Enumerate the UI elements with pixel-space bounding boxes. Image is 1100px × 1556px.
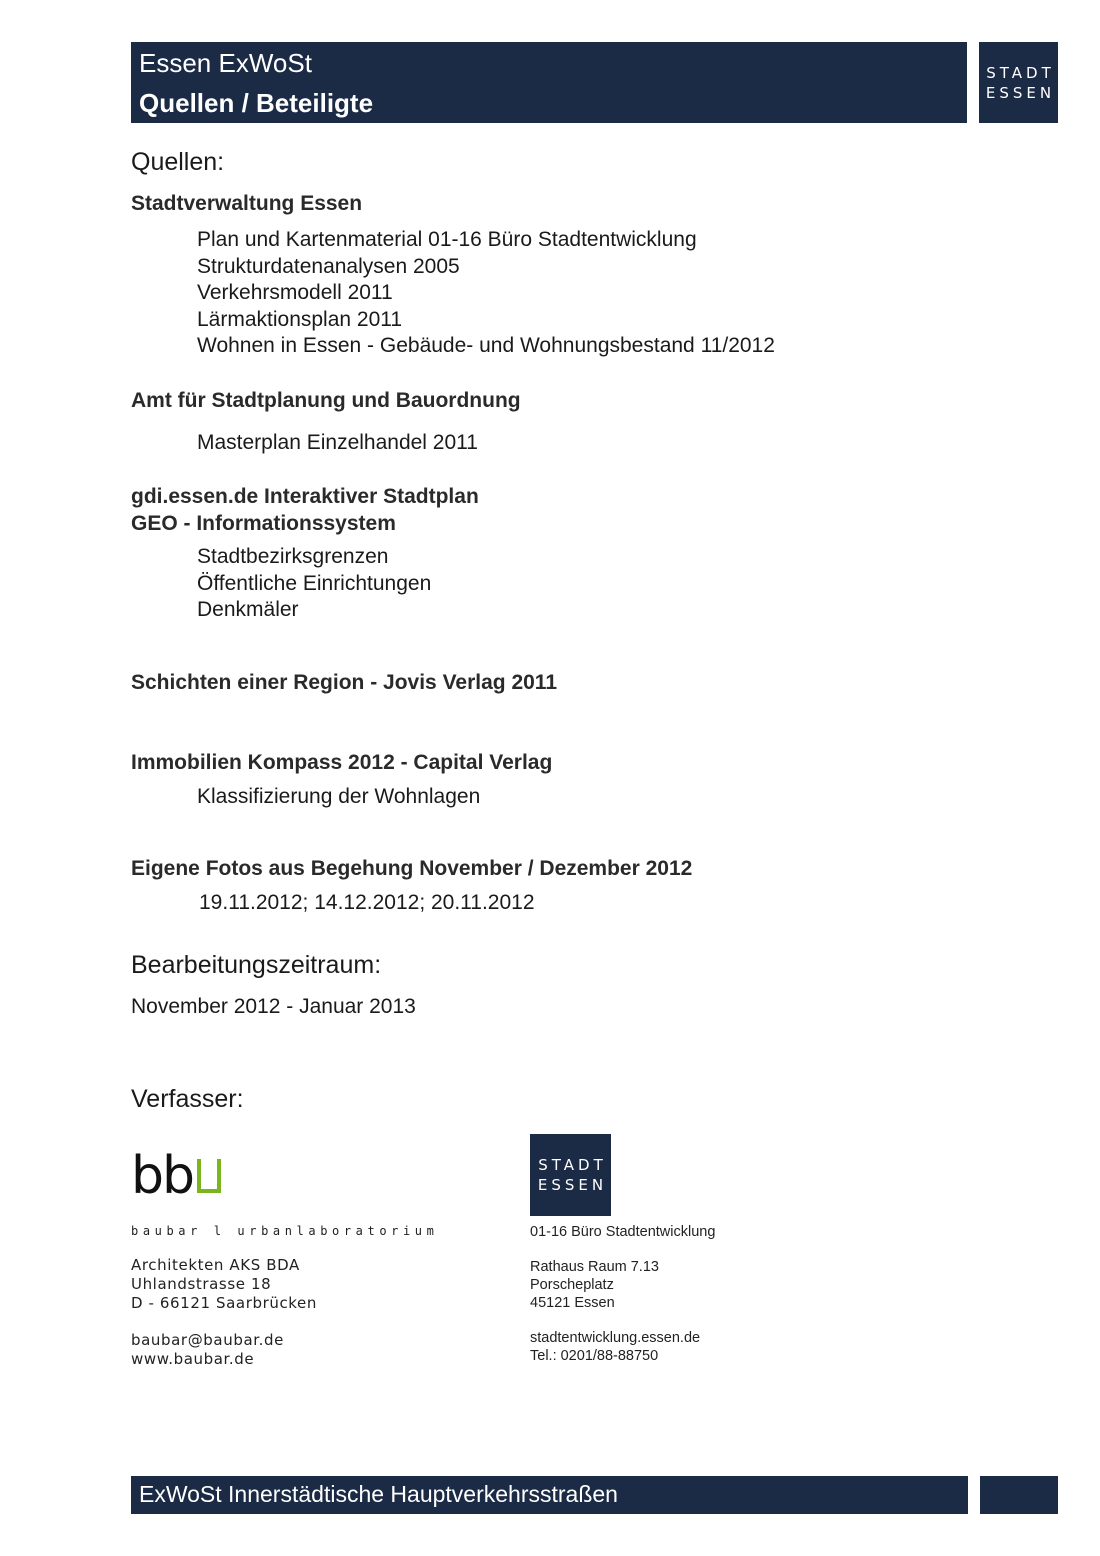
list-item: Verkehrsmodell 2011 (197, 281, 393, 304)
bearbeitung-value: November 2012 - Januar 2013 (131, 995, 416, 1018)
address-line: Architekten AKS BDA (131, 1256, 300, 1274)
address-line: D - 66121 Saarbrücken (131, 1294, 317, 1312)
website-link[interactable]: www.baubar.de (131, 1350, 255, 1368)
group-title-fotos: Eigene Fotos aus Begehung November / Dezember 2012 (131, 857, 693, 880)
bearbeitung-heading: Bearbeitungszeitraum: (131, 951, 382, 979)
stadt-address (530, 1258, 659, 1312)
document-title: Essen ExWoSt (139, 48, 312, 78)
quellen-heading: Quellen: (131, 148, 225, 176)
group-title-gdi: gdi.essen.de Interaktiver Stadtplan (131, 485, 479, 508)
document-subtitle: Quellen / Beteiligte (139, 88, 374, 118)
logo-line-stadt: STADT (986, 64, 1055, 82)
verfasser-heading: Verfasser: (131, 1085, 244, 1113)
baubar-logo (131, 1146, 251, 1206)
baubar-contact (131, 1331, 284, 1369)
email-link[interactable]: baubar@baubar.de (131, 1331, 284, 1349)
baubar-logo-letters: bb (131, 1146, 194, 1206)
list-item: Öffentliche Einrichtungen (197, 571, 432, 595)
address-line: Uhlandstrasse 18 (131, 1275, 272, 1293)
website-link[interactable]: stadtentwicklung.essen.de (530, 1330, 701, 1346)
address-line: Porscheplatz (530, 1277, 614, 1293)
footer-page-box (980, 1476, 1058, 1514)
phone-number: Tel.: 0201/88-88750 (530, 1348, 659, 1364)
group-title-geo: GEO - Informationssystem (131, 512, 396, 535)
baubar-tagline: baubar l urbanlaboratorium (131, 1224, 439, 1238)
group-title-stadtverwaltung: Stadtverwaltung Essen (131, 192, 363, 215)
list-item: Masterplan Einzelhandel 2011 (197, 431, 478, 454)
logo-line-stadt: STADT (538, 1156, 607, 1174)
list-item: Klassifizierung der Wohnlagen (197, 785, 481, 808)
list-item: Stadtbezirksgrenzen (197, 545, 389, 568)
department-name: 01-16 Büro Stadtentwicklung (530, 1224, 716, 1240)
list-item: 19.11.2012; 14.12.2012; 20.11.2012 (199, 891, 535, 914)
gdi-items (197, 544, 431, 624)
fotos-items (199, 890, 535, 917)
immobilien-items (197, 784, 480, 811)
footer-title: ExWoSt Innerstädtische Hauptverkehrsstraßen (139, 1481, 618, 1507)
stadt-contact (530, 1329, 700, 1365)
address-line: 45121 Essen (530, 1295, 615, 1311)
group-title-schichten: Schichten einer Region - Jovis Verlag 2011 (131, 671, 558, 694)
list-item: Denkmäler (197, 598, 299, 621)
stadtplanung-items (197, 430, 478, 457)
baubar-address (131, 1256, 317, 1313)
list-item: Wohnen in Essen - Gebäude- und Wohnungsbestand 11/2012 (197, 334, 775, 357)
logo-line-essen: ESSEN (537, 1176, 608, 1194)
group-title-immobilien: Immobilien Kompass 2012 - Capital Verlag (131, 751, 553, 774)
stadt-essen-logo (979, 42, 1058, 123)
list-item: Strukturdatenanalysen 2005 (197, 254, 460, 278)
address-line: Rathaus Raum 7.13 (530, 1259, 659, 1275)
baubar-logo-u-mark (197, 1159, 221, 1193)
list-item: Plan und Kartenmaterial 01-16 Büro Stadtentwicklung (197, 228, 697, 251)
list-item: Lärmaktionsplan 2011 (197, 307, 403, 331)
stadtverwaltung-items (197, 227, 775, 360)
logo-line-essen: ESSEN (985, 84, 1056, 102)
stadt-essen-logo-small (530, 1134, 611, 1216)
group-title-stadtplanung: Amt für Stadtplanung und Bauordnung (131, 389, 521, 412)
